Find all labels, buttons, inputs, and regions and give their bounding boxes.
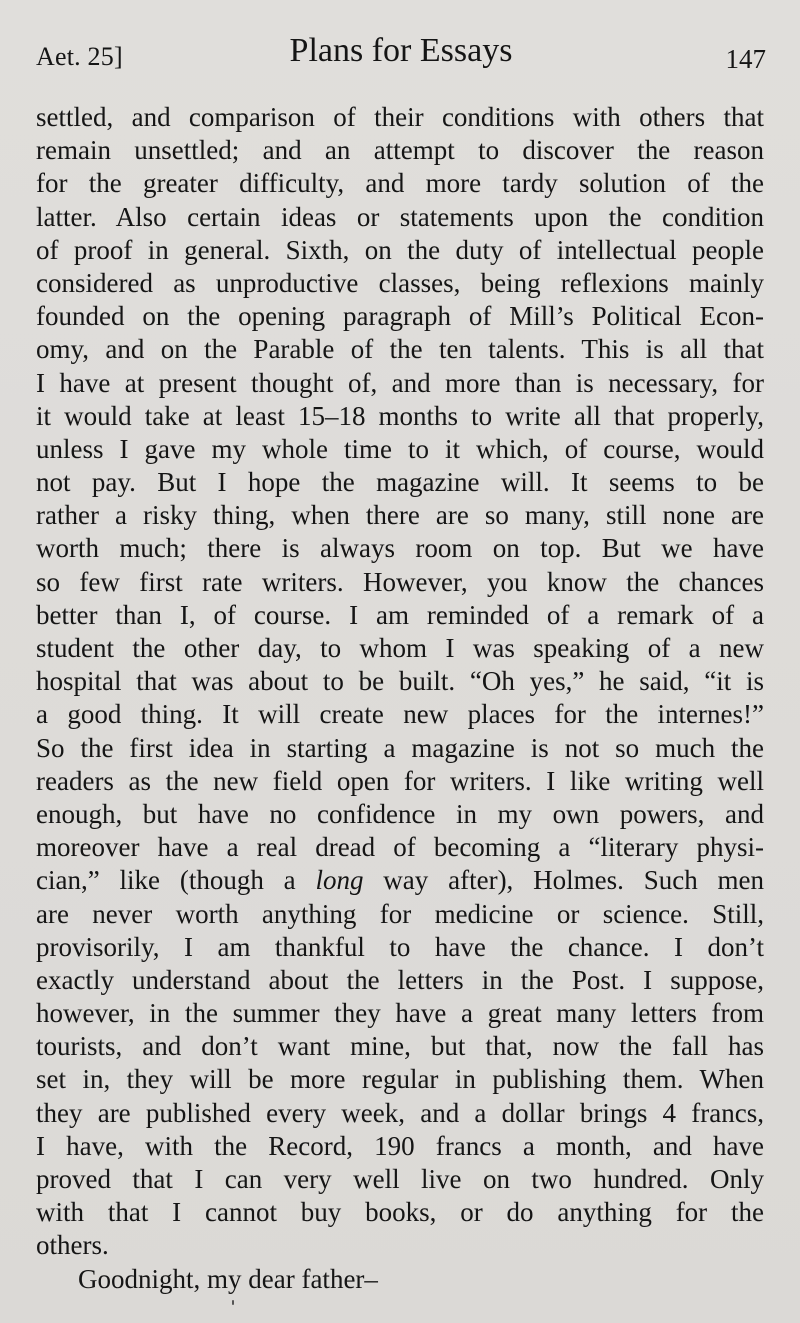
text-line: worth much; there is always room on top. But we have [36,533,764,564]
text-line: rather a risky thing, when there are so many, still none are [36,500,764,531]
text-line: it would take at least 15–18 months to write all that properly, [36,400,764,431]
body-text [36,101,764,1296]
text-line: tourists, and don’t want mine, but that, now the fall has [36,1031,764,1062]
italic-word: long [315,865,364,896]
text-line: latter. Also certain ideas or statements upon the condition [36,201,764,232]
text-line: student the other day, to whom I was speaking of a new [36,633,764,663]
text-line: of proof in general. Sixth, on the duty of intellectual people [36,234,764,265]
text-line: I have at present thought of, and more than is necessary, for [36,367,764,398]
text-line: however, in the summer they have a great many letters from [36,998,764,1029]
page-number: 147 [725,44,766,74]
text-line: exactly understand about the letters in the Post. I suppose, [36,964,764,995]
text-line: I have, with the Record, 190 francs a month, and have [36,1130,764,1161]
text-line: set in, they will be more regular in publishing them. When [36,1064,764,1095]
text-line: So the first idea in starting a magazine is not so much the [36,732,764,763]
text-line: hospital that was about to be built. “Oh yes,” he said, “it is [36,666,764,697]
page-title: Plans for Essays [289,32,513,69]
text-line: with that I cannot buy books, or do anything for the [36,1197,764,1228]
text-line: a good thing. It will create new places for the internes!” [36,699,764,730]
text-line: others. [36,1230,109,1261]
text-line: proved that I can very well live on two hundred. Only [36,1164,764,1194]
text-line: not pay. But I hope the magazine will. It seems to be [36,467,764,498]
text-line: so few first rate writers. However, you know the chances [36,566,764,597]
text-line: omy, and on the Parable of the ten talents. This is all that [36,334,764,365]
text-line: founded on the opening paragraph of Mill’s Political Econ- [36,301,764,332]
text-line: better than I, of course. I am reminded of a remark of a [36,599,764,630]
ink-speck [232,1300,234,1305]
running-head [36,32,766,76]
text-line: considered as unproductive classes, being reflexions mainly [36,267,764,298]
running-head-left: Aet. 25] [36,42,123,71]
text-line: they are published every week, and a dollar brings 4 francs, [36,1097,764,1128]
text-line: are never worth anything for medicine or science. Still, [36,898,764,929]
text-line: readers as the new field open for writers. I like writing well [36,765,764,796]
text-line: cian,” like (though a long way after), Holmes. Such men [36,865,765,896]
closing-salutation: Goodnight, my dear father– [78,1263,378,1294]
text-line: remain unsettled; and an attempt to discover the reason [36,135,764,166]
text-line: provisorily, I am thankful to have the chance. I don’t [36,931,764,962]
text-line: unless I gave my whole time to it which, of course, would [36,433,764,464]
text-line: moreover have a real dread of becoming a “literary physi- [36,832,764,863]
text-line: settled, and comparison of their conditions with others that [36,102,764,132]
text-line: enough, but have no confidence in my own powers, and [36,798,764,829]
text-line: for the greater difficulty, and more tardy solution of the [36,168,764,199]
